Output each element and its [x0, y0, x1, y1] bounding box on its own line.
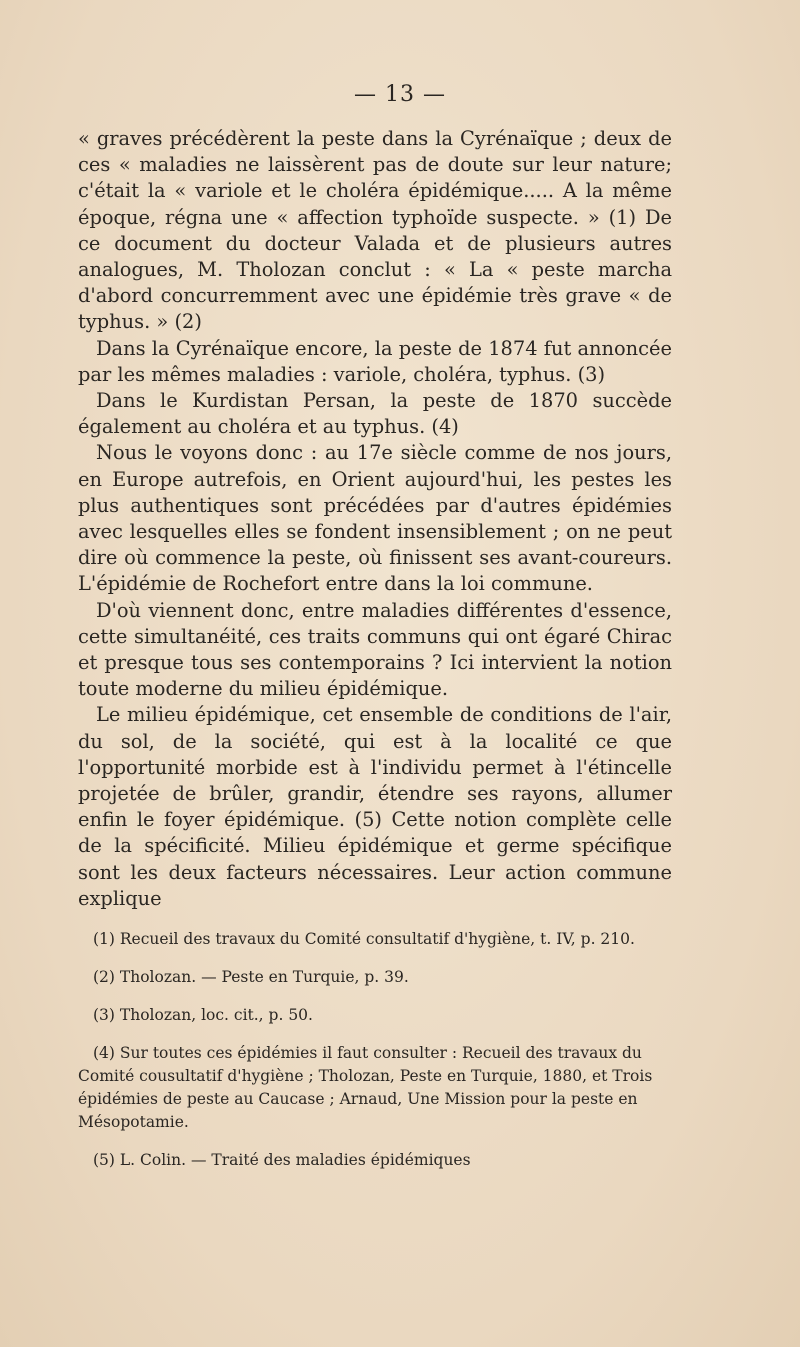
footnote-1: (1) Recueil des travaux du Comité consultatif d'hygiène, t. IV, p. 210.	[93, 930, 635, 948]
page-number: — 13 —	[354, 82, 446, 107]
footnote-3: (3) Tholozan, loc. cit., p. 50.	[93, 1006, 313, 1024]
paragraph-cyrenaique: Dans la Cyrénaïque encore, la peste de 1874 fut annoncée par les mêmes maladies : variole, choléra, typhus. (3)	[78, 336, 672, 386]
footnote-4: (4) Sur toutes ces épidémies il faut consulter : Recueil des travaux du Comité cousultatif d'hygiène ; Tholozan, Peste en Turquie, 1880, et Trois épidémies de peste au Caucase ; Arnaud, Une Mission pour la peste en Mésopotamie.	[78, 1044, 653, 1131]
footnote-5: (5) L. Colin. — Traité des maladies épidémiques	[93, 1151, 471, 1169]
paragraph-kurdistan: Dans le Kurdistan Persan, la peste de 1870 succède également au choléra et au typhus. (4)	[78, 389, 672, 439]
paragraph-quote-continuation: « graves précédèrent la peste dans la Cyrénaïque ; deux de ces « maladies ne laissèrent pas de doute sur leur nature; c'était la « variole et le choléra épidémique..... A la même époque, régna une « affection typhoïde suspecte. » (1) De ce document du docteur Valada et de plusieurs autres analogues, M. Tholozan conclut : « La « peste marcha d'abord concurremment avec une épidémie très grave « de typhus. » (2)	[78, 127, 672, 334]
paragraph-milieu-epidemique: Le milieu épidémique, cet ensemble de conditions de l'air, du sol, de la société, qui est à la localité ce que l'opportunité morbide est à l'individu permet à l'étincelle projetée de brûler, grandir, étendre ses rayons, allumer enfin le foyer épidémique. (5) Cette notion complète celle de la spécificité. Milieu épidémique et germe spécifique sont les deux facteurs nécessaires. Leur action commune explique	[78, 703, 672, 910]
footnotes	[78, 928, 678, 1187]
footnote-2: (2) Tholozan. — Peste en Turquie, p. 39.	[93, 968, 409, 986]
paragraph-nous-le-voyons: Nous le voyons donc : au 17e siècle comme de nos jours, en Europe autrefois, en Orient aujourd'hui, les pestes les plus authentiques sont précédées par d'autres épidémies avec lesquelles elles se fondent insensiblement ; on ne peut dire où commence la peste, où finissent ses avant-coureurs. L'épidémie de Rochefort entre dans la loi commune.	[78, 441, 672, 596]
body-text	[78, 126, 672, 912]
paragraph-d-ou-viennent: D'où viennent donc, entre maladies différentes d'essence, cette simultanéité, ces traits communs qui ont égaré Chirac et presque tous ses contemporains ? Ici intervient la notion toute moderne du milieu épidémique.	[78, 598, 672, 701]
